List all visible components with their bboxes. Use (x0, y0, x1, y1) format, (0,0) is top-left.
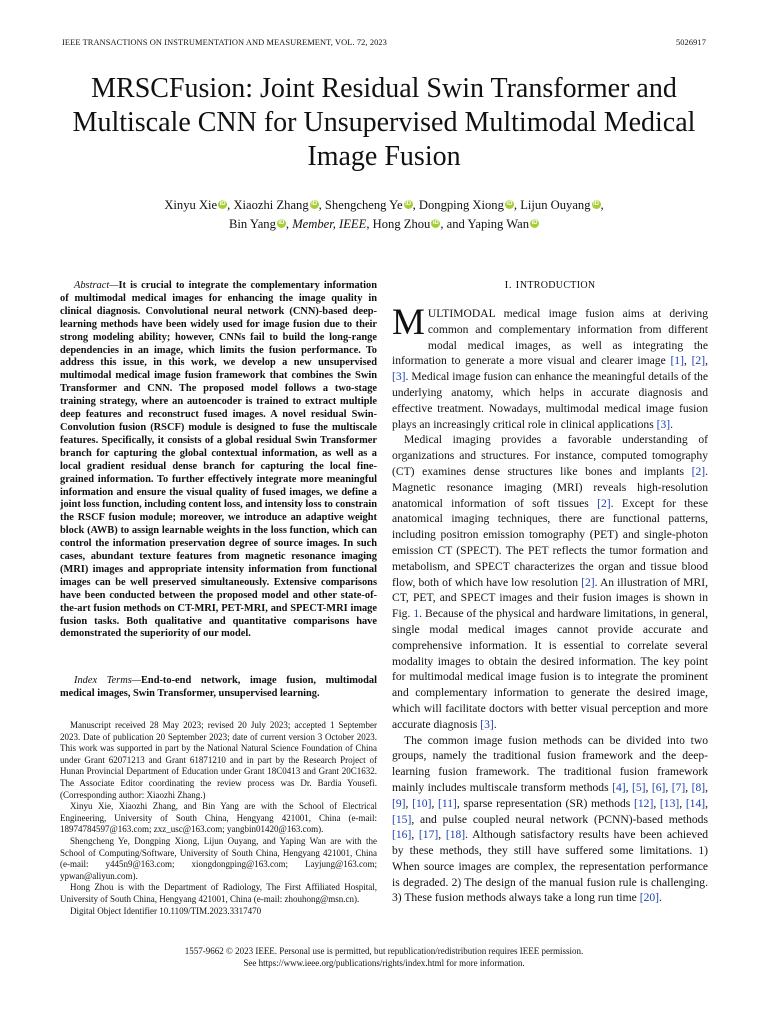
citation-link[interactable]: [4] (612, 780, 626, 794)
conjunction: and (446, 217, 465, 231)
abstract (60, 280, 377, 641)
intro-text: and pulse coupled neural network (PCNN)-based methods (420, 812, 708, 826)
index-terms (60, 675, 377, 701)
figure-link[interactable]: 1 (413, 607, 420, 621)
citation-link[interactable]: [6] (651, 780, 666, 794)
orcid-icon[interactable]: iD (506, 201, 513, 207)
intro-caps-word: ULTIMODAL (427, 307, 496, 320)
intro-paragraph-2: Medical imaging provides a favorable understanding of organizations and structures. For instance, computed tomography (CT) examines dense structures like bones and implants [2]. Magnetic resonance imaging (MRI) reveals high-resolution anatomical information of soft tissues [2]. Except for these anatomical imaging techniques, there are functional patterns, including positron emission tomography (PET) and single-photon emission CT (SPECT). The PET reflects the tumor formation and metabolism, and SPECT characterizes the organ and tissue blood flow, both of which have low resolution [2]. An illustration of MRI, CT, PET, and SPECT images and their fusion images is shown in Fig. 1. Because of the physical and hardware limitations, in general, single modal medical images cannot provide accurate and comprehensive information. It is essential to correlate several modality images to obtain the desired information. The key point for multimodal medical image fusion is to integrate the prominent and complementary information to generate the desired image, which will facilitate doctors with better visual perception and more accurate diagnosis [3]. (392, 433, 709, 731)
footnote-affiliation: Shengcheng Ye, Dongping Xiong, Lijun Ouyang, and Yaping Wan are with the School of Computing/Software, University of South China, Hengyang 421001, China (e-mail: y445n9@163.com; xiongdongping@163.com; Layjung@163.com; ypwan@aliyun.com). (60, 835, 377, 881)
citation-link[interactable]: [1] (670, 354, 684, 368)
orcid-icon[interactable]: iD (405, 201, 412, 207)
abstract-text: It is crucial to integrate the complementary information of multimodal medical images for enhancing the image quality in clinical diagnosis. Convolutional neural network (CNN)-based deep-learning methods have been widely used for image fusion due to their strong modeling ability; however, CNNs fail to build the long-range dependencies in an image, which limits the fusion performance. To address this issue, in this work, we develop a new unsupervised multimodal medical image fusion framework that combines the Swin Transformer and CNN. The proposed model follows a two-stage training strategy, where an autoencoder is trained to extract multiple deep features and reconstruct fused images. A novel residual Swin-Convolution fusion (RSCF) module is designed to fuse the multiscale features. Specifically, it consists of a global residual Swin Transformer branch for capturing the global contextual information, as well as a local gradient residual dense branch for capturing the local fine-grained information. To further effectively integrate more meaningful information and ensure the visual quality of fused images, we define a joint loss function, including content loss, and intensity loss to constrain the RSCF fusion module; moreover, we introduce an adaptive weight block (AWB) to assign learnable weights in the loss function, which can control the information preservation degree of source images. In such cases, abundant texture features from magnetic resonance imaging (MRI) images and appropriate intensity information from functional images can be well preserved simultaneously. Extensive comparisons have been conducted between the proposed model and other state-of-the-art fusion methods on CT-MRI, PET-MRI, and SPECT-MRI image fusion tasks. Both qualitative and quantitative comparisons have demonstrated the superiority of our model. (60, 280, 377, 640)
rights-link-line[interactable]: See https://www.ieee.org/publications/rights/index.html for more information. (243, 957, 525, 968)
running-header-page-id: 5026917 (675, 38, 706, 47)
citation-link[interactable]: [14] (685, 796, 706, 810)
intro-text: Medical image fusion can enhance the meaningful details of the underlying anatomy, which helps in accurate diagnosis and effective treatment. Nowadays, multimodal medical image fusion plays an increasingly critical role in clinical applications (392, 370, 709, 431)
footnote-affiliation: Hong Zhou is with the Department of Radiology, The First Affiliated Hospital, University of South China, Hengyang 421001, China (e-mail: zhouhong@msn.cn). (60, 882, 377, 904)
copyright-footer (60, 946, 708, 969)
citation-link[interactable]: [9] (392, 796, 406, 810)
citation-link[interactable]: [20] (639, 891, 660, 905)
author-line-1: Xinyu Xie iD , Xiaozhi Zhang iD , Shengcheng Ye iD , Dongping Xiong iD , Lijun Ouyang iD , (164, 198, 604, 212)
citation-link[interactable]: [12] (634, 796, 654, 810)
citation-link[interactable]: [2] (691, 464, 706, 478)
section-title-rest: NTRODUCTION (519, 280, 596, 291)
running-header-journal: IEEE TRANSACTIONS ON INSTRUMENTATION AND MEASUREMENT, VOL. 72, 2023 (62, 38, 387, 47)
author-list (80, 196, 688, 234)
citation-link[interactable]: [7] (671, 780, 686, 794)
citation-link[interactable]: [13] (659, 796, 680, 810)
intro-paragraph-3: The common image fusion methods can be divided into two groups, namely the traditional fusion framework and the deep-learning fusion framework. The traditional fusion framework mainly includes multiscale transform methods [4], [5], [6], [7], [8], [9], [10], [11], sparse representation (SR) methods [12], [13], [14], [15], and pulse coupled neural network (PCNN)-based methods [16], [17], [18]. Although satisfactory results have been achieved by these methods, they still have suffered some limitations. 1) When source images are complex, the representation performance is degraded. 2) The design of the manual fusion rule is challenging. 3) These fusion methods always take a long run time [20]. (392, 733, 709, 905)
introduction-body (392, 302, 709, 906)
intro-paragraph-1: MULTIMODAL medical image fusion aims at deriving common and complementary information from different modal medical images, as well as integrating the information to generate a more visual and clearer image [1], [2], [3]. Medical image fusion can enhance the meaningful details of the underlying anatomy, which helps in accurate diagnosis and effective treatment. Nowadays, multimodal medical image fusion plays an increasingly critical role in clinical applications [3]. (392, 302, 709, 431)
section-heading-introduction (392, 279, 708, 291)
citation-link[interactable]: [2] (597, 496, 611, 510)
author-name[interactable]: Lijun Ouyang (520, 198, 591, 212)
author-membership: Member, IEEE (292, 217, 367, 231)
orcid-icon[interactable]: iD (311, 201, 318, 207)
section-number: I. (504, 279, 513, 291)
index-terms-label: Index Terms— (74, 675, 141, 686)
citation-link[interactable]: [3] (480, 717, 494, 731)
citation-link[interactable]: [17] (418, 828, 439, 842)
footnote-doi[interactable]: Digital Object Identifier 10.1109/TIM.2023.3317470 (70, 905, 262, 916)
intro-text: medical image fusion aims at deriving common and complementary information from different modal medical images, as well as integrating the information to generate a more visual and clearer image (392, 307, 708, 368)
intro-text: sparse representation (SR) methods (463, 796, 631, 810)
citation-link[interactable]: [3] (656, 417, 671, 431)
footnote-manuscript: Manuscript received 28 May 2023; revised 20 July 2023; accepted 1 September 2023. Date of publication 20 September 2023; date of current version 3 October 2023. This work was supported in part by the National Natural Science Foundation of China under Grant 62071213 and Grant 61871210 and in part by the Research Project of Hunan Provincial Department of Education under Grant 18C0413 and Grant 20C1632. The Associate Editor coordinating the review process was Dr. Bardia Yousefi. (Corresponding author: Xiaozhi Zhang.) (60, 720, 377, 800)
copyright-line: 1557-9662 © 2023 IEEE. Personal use is permitted, but republication/redistribution requires IEEE permission. (184, 946, 584, 956)
intro-text: Because of the physical and hardware limitations, in general, single modal medical images cannot provide accurate and comprehensive information. It is essential to correlate several modality images to obtain the desired information. The key point for multimodal medical image fusion is to integrate the prominent and complementary information to generate the desired image, which will facilitate doctors with better visual perception and more accurate diagnosis (392, 607, 708, 731)
citation-link[interactable]: [11] (438, 796, 457, 810)
author-name[interactable]: Xiaozhi Zhang (233, 198, 309, 212)
drop-cap: M (392, 302, 425, 343)
footnote-affiliation: Xinyu Xie, Xiaozhi Zhang, and Bin Yang are with the School of Electrical Engineering, University of South China, Hengyang 421001, China (e-mail: 18974784597@163.com; zxz_usc@163.com; yangbin01420@163.com). (60, 801, 377, 835)
citation-link[interactable]: [8] (691, 780, 706, 794)
footnotes (60, 720, 377, 917)
intro-text: Except for these anatomical imaging techniques, there are functional patterns, including positron emission tomography (PET) and single-photon emission CT (SPECT). The PET reflects the tumor formation and metabolism, and SPECT characterizes the organ and tissue blood flow, both of which have low resolution (392, 496, 709, 589)
orcid-icon[interactable]: iD (432, 220, 439, 226)
citation-link[interactable]: [2] (691, 354, 706, 368)
citation-link[interactable]: [10] (412, 796, 432, 810)
intro-text: Medical imaging provides a favorable understanding of organizations and structures. For instance, computed tomography (CT) examines dense structures like bones and implants (392, 433, 708, 478)
orcid-icon[interactable]: iD (278, 220, 285, 226)
intro-text: The common image fusion methods can be divided into two groups, namely the traditional fusion framework and the deep-learning fusion framework. The traditional fusion framework mainly includes multiscale transform methods (392, 733, 708, 794)
citation-link[interactable]: [15] (392, 812, 412, 826)
intro-text: An illustration of MRI, CT, PET, and SPECT images and their fusion images is shown in Fig. (392, 575, 708, 621)
abstract-label: Abstract— (74, 280, 119, 291)
intro-text: Magnetic resonance imaging (MRI) reveals high-resolution anatomical information of soft tissues (392, 480, 708, 510)
paper-title: MRSCFusion: Joint Residual Swin Transformer and Multiscale CNN for Unsupervised Multimodal Medical Image Fusion (72, 73, 696, 172)
author-line-2: Bin Yang iD , Member, IEEE, Hong Zhou iD , and Yaping Wan iD (228, 217, 538, 231)
citation-link[interactable]: [3] (392, 370, 406, 384)
citation-link[interactable]: [5] (631, 780, 646, 794)
intro-text: Although satisfactory results have been achieved by these methods, they still have suffered some limitations. 1) When source images are complex, the representation performance is degraded. 2) The design of the manual fusion rule is challenging. 3) These fusion methods always take a long run time (392, 828, 709, 905)
author-name[interactable]: Xinyu Xie (164, 198, 218, 212)
citation-link[interactable]: [2] (581, 575, 595, 589)
section-title-initial: I (515, 279, 520, 291)
author-name[interactable]: Bin Yang (228, 217, 276, 231)
citation-link[interactable]: [18] (445, 828, 466, 842)
citation-link[interactable]: [16] (392, 828, 412, 842)
orcid-icon[interactable]: iD (593, 201, 600, 207)
author-name[interactable]: Shengcheng Ye (324, 198, 403, 212)
orcid-icon[interactable]: iD (531, 220, 538, 226)
index-terms-text: End-to-end network, image fusion, multimodal medical images, Swin Transformer, unsupervised learning. (60, 675, 377, 699)
author-name[interactable]: Hong Zhou (372, 217, 431, 231)
author-name[interactable]: Yaping Wan (467, 217, 530, 231)
orcid-icon[interactable]: iD (219, 201, 226, 207)
author-name[interactable]: Dongping Xiong (418, 198, 504, 212)
